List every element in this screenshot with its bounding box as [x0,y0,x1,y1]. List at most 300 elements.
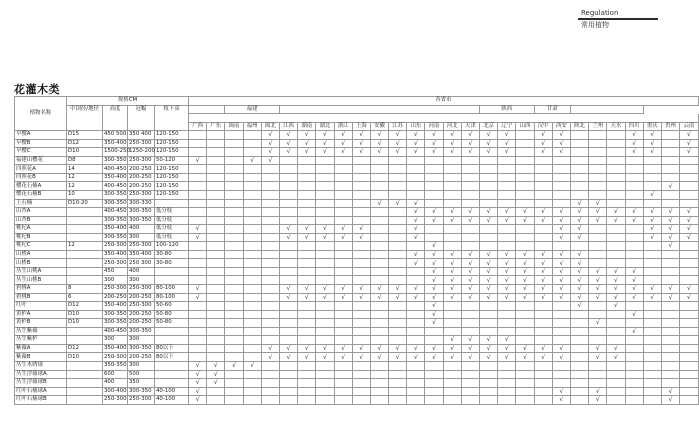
empty-cell [298,182,316,191]
empty-cell [243,148,261,157]
empty-cell [516,233,534,242]
empty-cell [389,165,407,174]
empty-cell [225,139,243,148]
empty-cell [407,156,425,165]
empty-cell [607,156,625,165]
check-mark: √ [407,139,425,148]
empty-cell [298,250,316,259]
empty-cell [389,361,407,370]
empty-cell [425,225,443,234]
empty-cell [225,225,243,234]
check-mark: √ [534,250,552,259]
empty-cell [589,225,607,234]
empty-cell [443,370,461,379]
check-mark: √ [607,267,625,276]
empty-cell [480,327,498,336]
check-mark: √ [334,344,352,353]
check-mark: √ [425,293,443,302]
empty-cell [643,379,661,388]
plant-name: 丛生山桃B [15,276,67,285]
check-mark: √ [552,353,570,362]
empty-cell [334,336,352,345]
empty-cell [370,182,388,191]
check-mark: √ [589,216,607,225]
empty-cell [334,310,352,319]
empty-cell [680,370,699,379]
empty-cell [225,276,243,285]
check-mark: √ [370,353,388,362]
col-header-region-19: 汉中 [534,122,552,131]
col-header-region-14: 河北 [443,122,461,131]
empty-cell [425,182,443,191]
empty-cell [207,344,225,353]
check-mark: √ [607,216,625,225]
empty-cell [443,173,461,182]
empty-cell [680,276,699,285]
empty-cell [189,139,207,148]
check-mark: √ [534,139,552,148]
empty-cell [607,199,625,208]
branch-height [155,336,189,345]
empty-cell [661,370,679,379]
check-mark: √ [370,344,388,353]
empty-cell [680,242,699,251]
empty-cell [316,361,334,370]
check-mark: √ [480,276,498,285]
empty-cell [443,302,461,311]
empty-cell [425,396,443,405]
empty-cell [279,173,297,182]
table-body [15,131,699,405]
check-mark: √ [570,233,588,242]
empty-cell [370,225,388,234]
empty-cell [352,361,370,370]
empty-cell [279,242,297,251]
empty-cell [643,173,661,182]
check-mark: √ [534,344,552,353]
empty-cell [389,233,407,242]
empty-cell [680,165,699,174]
check-mark: √ [607,302,625,311]
empty-cell [516,310,534,319]
empty-cell [243,208,261,217]
empty-cell [570,396,588,405]
check-mark: √ [370,139,388,148]
empty-cell [480,302,498,311]
check-mark: √ [461,259,479,268]
check-mark: √ [516,276,534,285]
check-mark: √ [352,148,370,157]
empty-cell [461,191,479,200]
crown-width: 250 300 [128,259,155,268]
empty-cell [607,319,625,328]
col-header-region-23: 天水 [607,122,625,131]
empty-cell [370,370,388,379]
empty-cell [225,285,243,294]
table-row [15,370,699,379]
empty-cell [352,319,370,328]
empty-cell [443,379,461,388]
empty-cell [625,379,643,388]
empty-cell [643,344,661,353]
empty-cell [334,250,352,259]
empty-cell [625,250,643,259]
empty-cell [570,242,588,251]
check-mark: √ [607,208,625,217]
check-mark: √ [407,259,425,268]
empty-cell [225,293,243,302]
empty-cell [298,310,316,319]
empty-cell [480,361,498,370]
trunk-diameter: 12 [67,173,103,182]
empty-cell [443,387,461,396]
plant-name: 丛生浮薇球B [15,379,67,388]
empty-cell [570,173,588,182]
check-mark: √ [661,285,679,294]
check-mark: √ [298,131,316,140]
table-row [15,250,699,259]
plant-name: 樱花石楠A [15,182,67,191]
empty-cell [425,173,443,182]
empty-cell [279,156,297,165]
trunk-diameter [67,216,103,225]
trunk-diameter [67,387,103,396]
check-mark: √ [498,293,516,302]
empty-cell [334,173,352,182]
empty-cell [243,191,261,200]
empty-cell [589,182,607,191]
empty-cell [189,276,207,285]
col-header-region-12: 山东 [407,122,425,131]
check-mark: √ [334,131,352,140]
header-chinese-label: 常用植物 [581,21,609,29]
crown-width: 250-300 [128,285,155,294]
crown-width: 300-350 [128,216,155,225]
empty-cell [625,319,643,328]
empty-cell [370,336,388,345]
empty-cell [498,173,516,182]
empty-cell [607,233,625,242]
check-mark: √ [407,131,425,140]
empty-cell [425,379,443,388]
plant-name: 碧桃B [15,293,67,302]
check-mark: √ [625,285,643,294]
empty-cell [407,310,425,319]
empty-cell [207,131,225,140]
check-mark: √ [498,139,516,148]
empty-cell [534,387,552,396]
empty-cell [643,276,661,285]
check-mark: √ [498,259,516,268]
col-header-regions: 各省市 [189,97,699,106]
empty-cell [225,216,243,225]
empty-cell [570,156,588,165]
empty-cell [625,396,643,405]
check-mark: √ [480,139,498,148]
empty-cell [370,233,388,242]
crown-width: 200-250 [128,165,155,174]
check-mark: √ [334,285,352,294]
empty-cell [279,387,297,396]
check-mark: √ [534,276,552,285]
check-mark: √ [480,344,498,353]
empty-cell [207,139,225,148]
branch-height [155,379,189,388]
height: 250-300 [104,285,127,292]
empty-cell [625,361,643,370]
empty-cell [552,310,570,319]
empty-cell [352,242,370,251]
empty-cell [352,396,370,405]
check-mark: √ [316,131,334,140]
empty-cell [279,182,297,191]
check-mark: √ [661,242,679,251]
empty-cell [680,156,699,165]
empty-cell [625,242,643,251]
empty-cell [552,370,570,379]
empty-cell [661,353,679,362]
check-mark: √ [589,387,607,396]
empty-cell [570,139,588,148]
check-mark: √ [189,156,207,165]
empty-cell [189,302,207,311]
empty-cell [552,319,570,328]
empty-cell [570,336,588,345]
empty-cell [225,310,243,319]
height: 350-400 [104,345,127,352]
empty-cell [225,327,243,336]
empty-cell [243,233,261,242]
empty-cell [316,387,334,396]
trunk-diameter: D12 [67,302,103,311]
empty-cell [625,225,643,234]
empty-cell [316,319,334,328]
check-mark: √ [334,139,352,148]
check-mark: √ [425,250,443,259]
branch-height: 50-80 [155,310,189,319]
height: 300 [103,336,128,345]
empty-cell [589,173,607,182]
plant-name: 山杏A [15,208,67,217]
empty-cell [680,353,699,362]
check-mark: √ [498,148,516,157]
empty-cell [279,199,297,208]
empty-cell [661,267,679,276]
check-mark: √ [480,336,498,345]
check-mark: √ [243,361,261,370]
empty-cell [243,225,261,234]
empty-cell [443,225,461,234]
check-mark: √ [407,250,425,259]
check-mark: √ [643,233,661,242]
empty-cell [334,208,352,217]
empty-cell [334,267,352,276]
empty-cell [370,327,388,336]
check-mark: √ [498,216,516,225]
empty-cell [498,199,516,208]
empty-cell [225,131,243,140]
empty-cell [607,327,625,336]
col-header-region-5: 江西 [279,122,297,131]
col-header-group-4: 甘肃 [534,105,570,114]
branch-height: 低分枝 [155,216,189,225]
empty-cell [243,327,261,336]
branch-height: 40-100 [155,387,189,396]
check-mark: √ [461,208,479,217]
check-mark: √ [552,148,570,157]
check-mark: √ [370,199,388,208]
height: 400-450 [104,327,127,334]
empty-cell [279,327,297,336]
col-header-group-0 [189,105,225,114]
empty-cell [516,379,534,388]
empty-cell [298,259,316,268]
empty-cell [498,225,516,234]
check-mark: √ [425,319,443,328]
check-mark: √ [480,216,498,225]
empty-cell [225,182,243,191]
check-mark: √ [643,191,661,200]
empty-cell [207,285,225,294]
empty-cell [298,242,316,251]
check-mark: √ [661,233,679,242]
empty-cell [480,165,498,174]
trunk-diameter [67,259,103,268]
check-mark: √ [407,293,425,302]
plant-name: 桃杞A [15,225,67,234]
empty-cell [407,327,425,336]
empty-cell [189,344,207,353]
branch-height: 50-80 [155,319,189,328]
empty-cell [207,310,225,319]
check-mark: √ [589,344,607,353]
empty-cell [625,199,643,208]
height: 300 [103,276,128,285]
empty-cell [607,310,625,319]
empty-cell [407,276,425,285]
plant-name: 上石楠 [15,199,67,208]
empty-cell [661,165,679,174]
empty-cell [334,319,352,328]
crown-width: 1250-200 [129,148,155,155]
empty-cell [316,267,334,276]
check-mark: √ [480,267,498,276]
header-spacer [189,114,699,123]
empty-cell [407,173,425,182]
trunk-diameter: D10 [67,148,103,157]
check-mark: √ [425,267,443,276]
check-mark: √ [389,199,407,208]
empty-cell [370,242,388,251]
empty-cell [225,199,243,208]
empty-cell [570,191,588,200]
check-mark: √ [607,293,625,302]
trunk-diameter: 14 [67,165,103,174]
empty-cell [225,233,243,242]
empty-cell [480,225,498,234]
col-header-region-0: 广西 [189,122,207,131]
empty-cell [352,191,370,200]
table-row [15,302,699,311]
empty-cell [207,199,225,208]
check-mark: √ [498,250,516,259]
check-mark: √ [461,276,479,285]
check-mark: √ [680,225,699,234]
plant-name: 早樱A [15,131,67,140]
empty-cell [261,276,279,285]
header-english-label: Regulation [581,9,619,17]
empty-cell [552,361,570,370]
empty-cell [625,233,643,242]
page-title: 花灌木类 [14,83,60,96]
table-row [15,267,699,276]
plant-name: 丛生紫栌 [15,336,67,345]
trunk-diameter [67,336,103,345]
empty-cell [570,327,588,336]
plant-name: 红叶石楠球A [15,387,67,396]
empty-cell [443,396,461,405]
empty-cell [243,293,261,302]
height: 250-300 [104,353,127,360]
empty-cell [279,379,297,388]
check-mark: √ [189,233,207,242]
empty-cell [443,310,461,319]
plant-name: 红叶石楠球B [15,396,67,405]
check-mark: √ [189,361,207,370]
check-mark: √ [279,148,297,157]
height: 350-400 [104,225,127,232]
col-header-region-17: 辽宁 [498,122,516,131]
empty-cell [352,259,370,268]
check-mark: √ [570,199,588,208]
empty-cell [352,370,370,379]
trunk-diameter [67,379,103,388]
empty-cell [352,276,370,285]
check-mark: √ [425,216,443,225]
check-mark: √ [407,208,425,217]
empty-cell [298,191,316,200]
empty-cell [207,191,225,200]
empty-cell [261,327,279,336]
check-mark: √ [189,379,207,388]
empty-cell [189,336,207,345]
empty-cell [189,319,207,328]
empty-cell [534,242,552,251]
check-mark: √ [243,156,261,165]
empty-cell [189,327,207,336]
plant-name: 桃杞B [15,233,67,242]
empty-cell [661,344,679,353]
trunk-diameter: D10 [67,319,103,328]
check-mark: √ [298,344,316,353]
empty-cell [425,327,443,336]
check-mark: √ [534,353,552,362]
empty-cell [680,319,699,328]
empty-cell [298,336,316,345]
empty-cell [207,302,225,311]
empty-cell [461,165,479,174]
check-mark: √ [480,293,498,302]
empty-cell [189,182,207,191]
plant-name: 丛生紫薇 [15,327,67,336]
table-row [15,191,699,200]
empty-cell [316,276,334,285]
empty-cell [461,173,479,182]
check-mark: √ [480,148,498,157]
check-mark: √ [480,259,498,268]
check-mark: √ [461,148,479,157]
empty-cell [589,191,607,200]
